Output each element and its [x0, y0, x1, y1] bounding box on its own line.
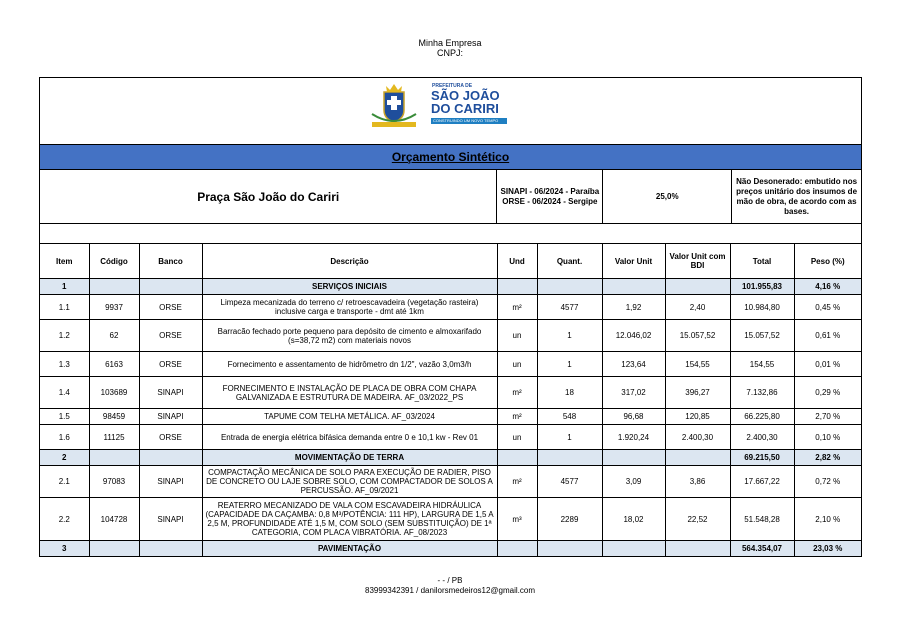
cell-unit-price-bdi: 154,55 — [665, 352, 730, 377]
footer — [0, 576, 900, 596]
cell-weight: 0,29 % — [794, 377, 861, 409]
cell-unit-price-bdi: 3,86 — [665, 466, 730, 498]
cell-code: 97083 — [89, 466, 139, 498]
cell-unit — [497, 541, 537, 557]
cell-bank: SINAPI — [139, 466, 202, 498]
company-header — [0, 38, 900, 58]
cell-quantity: 1 — [537, 425, 602, 450]
cell-total: 2.400,30 — [730, 425, 794, 450]
cell-total: 51.548,28 — [730, 498, 794, 541]
cell-total: 101.955,83 — [730, 279, 794, 295]
budget-sheet — [39, 77, 862, 557]
col-weight: Peso (%) — [794, 244, 861, 279]
title-bar — [40, 145, 861, 170]
cell-bank — [139, 450, 202, 466]
table-row — [40, 377, 861, 409]
price-bases: SINAPI - 06/2024 - Paraíba ORSE - 06/2024 - Sergipe — [497, 170, 603, 223]
cell-description: REATERRO MECANIZADO DE VALA COM ESCAVADEIRA HIDRÁULICA (CAPACIDADE DA CAÇAMBA: 0,8 M³/POTÊNCIA: 111 HP), LARGURA DE 1,5 A 2,5 M, PROFUNDIDADE ATÉ 1,5 M, COM SOLO (SEM SUBSTITUIÇÃO) DE 1ª CATEGORIA, COM PLACA VIBRATÓRIA. AF_08/2023 — [202, 498, 497, 541]
cell-bank: ORSE — [139, 425, 202, 450]
cell-unit-price: 123,64 — [602, 352, 665, 377]
cell-unit — [497, 279, 537, 295]
cell-description: MOVIMENTAÇÃO DE TERRA — [202, 450, 497, 466]
spacer-row — [40, 224, 861, 244]
cell-bank: ORSE — [139, 295, 202, 320]
cell-item: 2.2 — [40, 498, 89, 541]
cell-quantity: 1 — [537, 320, 602, 352]
col-unit-price-bdi: Valor Unit com BDI — [665, 244, 730, 279]
cell-description: SERVIÇOS INICIAIS — [202, 279, 497, 295]
table-row — [40, 320, 861, 352]
cell-description: PAVIMENTAÇÃO — [202, 541, 497, 557]
cell-unit-price — [602, 450, 665, 466]
cell-weight: 2,82 % — [794, 450, 861, 466]
col-total: Total — [730, 244, 794, 279]
cell-quantity: 548 — [537, 409, 602, 425]
info-row — [40, 170, 861, 224]
cell-description: TAPUME COM TELHA METÁLICA. AF_03/2024 — [202, 409, 497, 425]
tax-note: Não Desonerado: embutido nos preços unitário dos insumos de mão de obra, de acordo com as bases. — [736, 176, 858, 216]
cell-unit-price-bdi — [665, 450, 730, 466]
cell-unit-price: 3,09 — [602, 466, 665, 498]
table-row — [40, 409, 861, 425]
cell-quantity — [537, 450, 602, 466]
cell-description: FORNECIMENTO E INSTALAÇÃO DE PLACA DE OBRA COM CHAPA GALVANIZADA E ESTRUTURA DE MADEIRA. AF_03/2022_PS — [202, 377, 497, 409]
document-title: Orçamento Sintético — [391, 150, 510, 164]
cell-quantity: 1 — [537, 352, 602, 377]
cell-quantity: 4577 — [537, 466, 602, 498]
cell-total: 7.132,86 — [730, 377, 794, 409]
cell-item: 1.6 — [40, 425, 89, 450]
cell-description: Fornecimento e assentamento de hidrômetro dn 1/2", vazão 3,0m3/h — [202, 352, 497, 377]
cell-item: 1.4 — [40, 377, 89, 409]
cell-quantity: 4577 — [537, 295, 602, 320]
cell-description: Barracão fechado porte pequeno para depósito de cimento e almoxarifado (s=38,72 m2) com materiais novos — [202, 320, 497, 352]
cell-unit: m² — [497, 409, 537, 425]
logo-tagline: CONSTRUINDO UM NOVO TEMPO — [433, 118, 499, 123]
cell-unit-price: 18,02 — [602, 498, 665, 541]
cell-item: 2.1 — [40, 466, 89, 498]
cell-weight: 0,45 % — [794, 295, 861, 320]
cell-code — [89, 450, 139, 466]
cell-code — [89, 279, 139, 295]
cell-item: 1 — [40, 279, 89, 295]
cell-description: COMPACTAÇÃO MECÂNICA DE SOLO PARA EXECUÇÃO DE RADIER, PISO DE CONCRETO OU LAJE SOBRE SOLO, COM COMPACTADOR DE SOLOS A PERCUSSÃO. AF_09/2021 — [202, 466, 497, 498]
cell-weight: 0,61 % — [794, 320, 861, 352]
cell-code: 103689 — [89, 377, 139, 409]
col-description: Descrição — [202, 244, 497, 279]
cell-code — [89, 541, 139, 557]
cell-unit-price: 317,02 — [602, 377, 665, 409]
cell-quantity: 18 — [537, 377, 602, 409]
cell-unit-price-bdi: 2,40 — [665, 295, 730, 320]
cell-total: 564.354,07 — [730, 541, 794, 557]
table-row — [40, 466, 861, 498]
cell-code: 62 — [89, 320, 139, 352]
table-row — [40, 498, 861, 541]
logo-line2: SÃO JOÃO — [431, 88, 500, 103]
cell-total: 10.984,80 — [730, 295, 794, 320]
footer-contact: 83999342391 / danilorsmedeiros12@gmail.com — [365, 586, 535, 595]
cell-unit-price: 12.046,02 — [602, 320, 665, 352]
cell-unit-price — [602, 279, 665, 295]
cell-description: Limpeza mecanizada do terreno c/ retroescavadeira (vegetação rasteira) inclusive carga e transporte - dmt até 1km — [202, 295, 497, 320]
cell-unit-price-bdi: 120,85 — [665, 409, 730, 425]
cell-code: 98459 — [89, 409, 139, 425]
group-row — [40, 541, 861, 557]
cell-bank: SINAPI — [139, 409, 202, 425]
cell-total: 17.667,22 — [730, 466, 794, 498]
cell-item: 2 — [40, 450, 89, 466]
cell-weight: 0,72 % — [794, 466, 861, 498]
cell-unit: m² — [497, 295, 537, 320]
group-row — [40, 279, 861, 295]
cell-quantity — [537, 541, 602, 557]
cell-unit: m³ — [497, 498, 537, 541]
cell-bank: ORSE — [139, 352, 202, 377]
cell-unit — [497, 450, 537, 466]
cell-bank — [139, 541, 202, 557]
cell-weight: 23,03 % — [794, 541, 861, 557]
cell-bank: ORSE — [139, 320, 202, 352]
col-bank: Banco — [139, 244, 202, 279]
cell-weight: 2,10 % — [794, 498, 861, 541]
col-unit: Und — [497, 244, 537, 279]
cell-quantity: 2289 — [537, 498, 602, 541]
cell-unit-price-bdi: 396,27 — [665, 377, 730, 409]
cell-description: Entrada de energia elétrica bifásica demanda entre 0 e 10,1 kw - Rev 01 — [202, 425, 497, 450]
cell-unit-price: 1,92 — [602, 295, 665, 320]
col-item: Item — [40, 244, 89, 279]
cell-unit-price-bdi: 15.057,52 — [665, 320, 730, 352]
cell-unit-price-bdi: 22,52 — [665, 498, 730, 541]
cell-total: 154,55 — [730, 352, 794, 377]
col-quantity: Quant. — [537, 244, 602, 279]
cell-item: 1.1 — [40, 295, 89, 320]
budget-table — [40, 244, 861, 556]
cell-weight: 2,70 % — [794, 409, 861, 425]
cell-unit: un — [497, 425, 537, 450]
cell-code: 104728 — [89, 498, 139, 541]
cell-total: 69.215,50 — [730, 450, 794, 466]
cell-unit-price-bdi: 2.400,30 — [665, 425, 730, 450]
cell-unit-price-bdi — [665, 279, 730, 295]
table-header — [40, 244, 861, 279]
cell-code: 6163 — [89, 352, 139, 377]
cell-unit-price: 96,68 — [602, 409, 665, 425]
col-code: Código — [89, 244, 139, 279]
cell-item: 1.5 — [40, 409, 89, 425]
cell-item: 3 — [40, 541, 89, 557]
cell-code: 11125 — [89, 425, 139, 450]
cell-item: 1.2 — [40, 320, 89, 352]
table-row — [40, 425, 861, 450]
cell-bank — [139, 279, 202, 295]
cell-code: 9937 — [89, 295, 139, 320]
cell-total: 66.225,80 — [730, 409, 794, 425]
cell-weight: 0,01 % — [794, 352, 861, 377]
project-name: Praça São João do Cariri — [40, 170, 497, 223]
cell-weight: 4,16 % — [794, 279, 861, 295]
cell-unit: un — [497, 320, 537, 352]
logo-line3: DO CARIRI — [431, 101, 499, 116]
cell-total: 15.057,52 — [730, 320, 794, 352]
cell-bank: SINAPI — [139, 377, 202, 409]
municipality-logo — [362, 78, 512, 134]
logo-line1: PREFEITURA DE — [432, 83, 473, 89]
bdi-rate: 25,0% — [603, 170, 732, 223]
table-row — [40, 352, 861, 377]
cell-quantity — [537, 279, 602, 295]
cell-unit-price: 1.920,24 — [602, 425, 665, 450]
logo-area — [40, 78, 861, 145]
table-row — [40, 295, 861, 320]
cell-unit-price — [602, 541, 665, 557]
col-unit-price: Valor Unit — [602, 244, 665, 279]
cell-unit-price-bdi — [665, 541, 730, 557]
footer-address: - - / PB — [437, 576, 463, 585]
cell-unit: m² — [497, 377, 537, 409]
cell-item: 1.3 — [40, 352, 89, 377]
company-cnpj: CNPJ: — [436, 48, 463, 58]
cell-unit: m² — [497, 466, 537, 498]
cell-weight: 0,10 % — [794, 425, 861, 450]
cell-unit: un — [497, 352, 537, 377]
cell-bank: SINAPI — [139, 498, 202, 541]
company-name: Minha Empresa — [418, 38, 482, 48]
group-row — [40, 450, 861, 466]
